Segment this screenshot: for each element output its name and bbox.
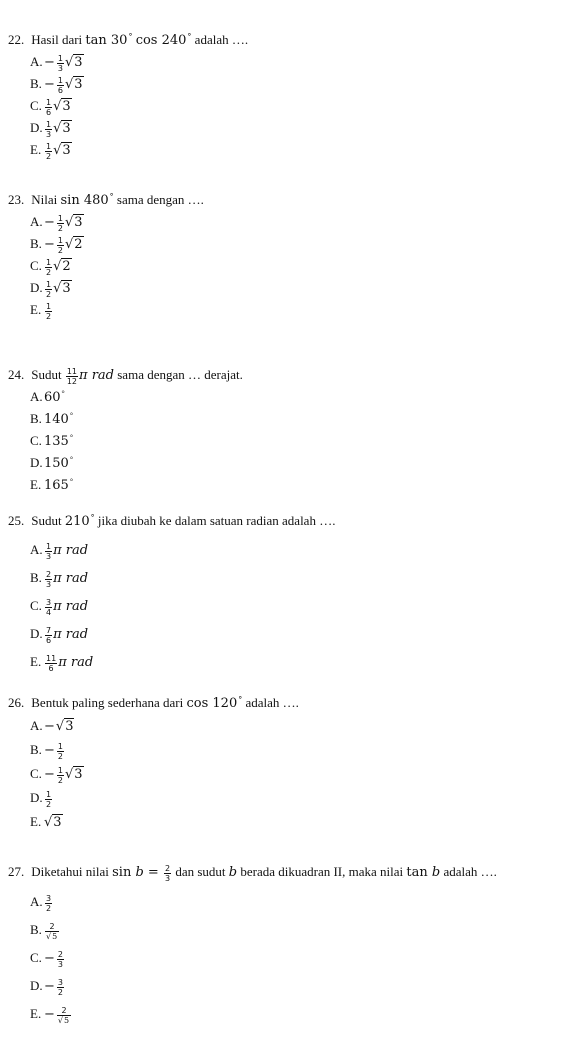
option-c: C. $\frac{1}{2}$ √2: [30, 257, 71, 277]
option-d: D. $\frac{1}{2}$ √3: [30, 279, 71, 299]
question-27: [8, 860, 563, 1028]
option-e: E. − $\frac{2}{√5}$: [30, 1005, 70, 1025]
option-d: D. $\frac{1}{3}$ √3: [30, 119, 71, 139]
option-b: B. $\frac{2}{3}$ π rad: [30, 569, 89, 589]
question-number: 22.: [8, 32, 25, 47]
math-expression: sin 480°: [60, 191, 114, 208]
square-root: √3: [55, 719, 74, 734]
fraction: $\frac{1}{6}$: [57, 75, 63, 95]
option-a: A.− $\frac{1}{2}$ √3: [30, 213, 83, 233]
question-number: 27.: [8, 864, 25, 879]
square-root: √2: [65, 237, 83, 252]
fraction: $\frac{2}{3}$: [164, 863, 171, 883]
square-root: √3: [65, 55, 83, 70]
stem-text: adalah ….: [194, 32, 249, 47]
question-number: 26.: [8, 695, 25, 710]
option-d: D. $\frac{1}{2}$: [30, 789, 52, 809]
math-expression: cos 240°: [135, 31, 192, 48]
stem-text: jika diubah ke dalam satuan radian adalah ….: [97, 513, 336, 528]
square-root: √3: [65, 77, 83, 92]
option-b: B. − $\frac{1}{2}$: [30, 741, 63, 761]
option-e: E. √3: [30, 814, 62, 830]
question-26: [8, 692, 563, 834]
stem-text: sama dengan ….: [116, 192, 204, 207]
stem-text: Diketahui nilai: [31, 864, 109, 879]
square-root: √3: [53, 143, 71, 158]
question-22: [8, 29, 563, 161]
question-number: 25.: [8, 513, 25, 528]
square-root: √3: [65, 215, 83, 230]
option-c: C. − $\frac{1}{2}$ √3: [30, 765, 83, 785]
option-a: A. $\frac{3}{2}$: [30, 893, 52, 913]
fraction: $\frac{7}{6}$: [46, 625, 52, 645]
option-e: E. $\frac{1}{2}$ √3: [30, 141, 71, 161]
math-variable: b: [228, 865, 238, 880]
option-a: A.− $\frac{1}{3}$ √3: [30, 53, 83, 73]
option-d: D. $\frac{7}{6}$ π rad: [30, 625, 89, 645]
fraction: $\frac{11}{6}$: [46, 653, 57, 673]
fraction: $\frac{1}{2}$: [57, 213, 63, 233]
question-stem: [8, 692, 563, 714]
stem-text: Sudut: [31, 513, 62, 528]
fraction: $\frac{1}{2}$: [46, 789, 52, 809]
fraction: $\frac{2}{√5}$: [57, 1005, 70, 1025]
square-root: √2: [53, 259, 71, 274]
stem-text: Bentuk paling sederhana dari: [31, 695, 184, 710]
question-number: 23.: [8, 192, 25, 207]
fraction: $\frac{11}{12}$: [66, 366, 78, 386]
math-expression: cos 120°: [186, 694, 243, 711]
option-a: A.60°: [30, 388, 65, 405]
stem-text: Sudut: [31, 367, 62, 382]
option-b: B. − $\frac{1}{6}$ √3: [30, 75, 83, 95]
fraction: $\frac{2}{3}$: [57, 949, 63, 969]
fraction: $\frac{1}{2}$: [57, 235, 63, 255]
question-stem: [8, 364, 563, 386]
math-expression: tan b: [406, 865, 441, 880]
math-expression: 210°: [64, 512, 95, 529]
stem-text: adalah ….: [443, 864, 497, 879]
fraction: $\frac{1}{2}$: [46, 279, 52, 299]
option-c: C. $\frac{1}{6}$ √3: [30, 97, 71, 117]
square-root: √3: [53, 99, 71, 114]
question-stem: [8, 860, 563, 884]
question-stem: [8, 510, 563, 532]
stem-text: sama dengan … derajat.: [117, 367, 243, 382]
fraction: $\frac{2}{√5}$: [46, 921, 58, 941]
stem-text: adalah ….: [245, 695, 299, 710]
square-root: √3: [44, 815, 62, 830]
option-d: D.− $\frac{3}{2}$: [30, 977, 63, 997]
stem-text: berada dikuadran II, maka nilai: [240, 864, 404, 879]
option-b: B. − $\frac{1}{2}$ √2: [30, 235, 83, 255]
fraction: $\frac{1}{3}$: [46, 541, 52, 561]
question-25: [8, 510, 563, 676]
question-stem: [8, 29, 563, 51]
option-e: E. $\frac{1}{2}$: [30, 301, 52, 321]
question-23: [8, 189, 563, 321]
fraction: $\frac{1}{3}$: [46, 119, 52, 139]
stem-text: Hasil dari: [31, 32, 83, 47]
option-d: D.150°: [30, 454, 74, 471]
option-b: B. 140°: [30, 410, 74, 427]
square-root: √3: [53, 121, 71, 136]
option-c: C. 135°: [30, 432, 74, 449]
option-c: C. $\frac{3}{4}$ π rad: [30, 597, 89, 617]
fraction: $\frac{1}{2}$: [46, 141, 52, 161]
option-c: C. − $\frac{2}{3}$: [30, 949, 63, 969]
square-root: √3: [53, 281, 71, 296]
math-unit: π rad: [79, 368, 114, 383]
fraction: $\frac{1}{6}$: [46, 97, 52, 117]
fraction: $\frac{1}{2}$: [57, 741, 63, 761]
question-24: [8, 364, 563, 496]
math-expression: tan 30°: [85, 31, 133, 48]
option-b: B. $\frac{2}{√5}$: [30, 921, 58, 941]
fraction: $\frac{1}{3}$: [57, 53, 63, 73]
fraction: $\frac{3}{2}$: [46, 893, 52, 913]
square-root: √3: [65, 767, 83, 782]
stem-text: dan sudut: [175, 864, 226, 879]
fraction: $\frac{3}{4}$: [46, 597, 52, 617]
fraction: $\frac{1}{2}$: [46, 257, 52, 277]
stem-text: Nilai: [31, 192, 58, 207]
fraction: $\frac{1}{2}$: [57, 765, 63, 785]
question-stem: [8, 189, 563, 211]
question-number: 24.: [8, 367, 25, 382]
option-a: A.−√3: [30, 718, 74, 734]
fraction: $\frac{2}{3}$: [46, 569, 52, 589]
option-e: E. $\frac{11}{6}$ π rad: [30, 653, 94, 673]
option-e: E. 165°: [30, 476, 74, 493]
option-a: A. $\frac{1}{3}$ π rad: [30, 541, 89, 561]
fraction: $\frac{1}{2}$: [46, 301, 52, 321]
fraction: $\frac{3}{2}$: [57, 977, 63, 997]
math-expression: sin b =: [112, 865, 163, 880]
